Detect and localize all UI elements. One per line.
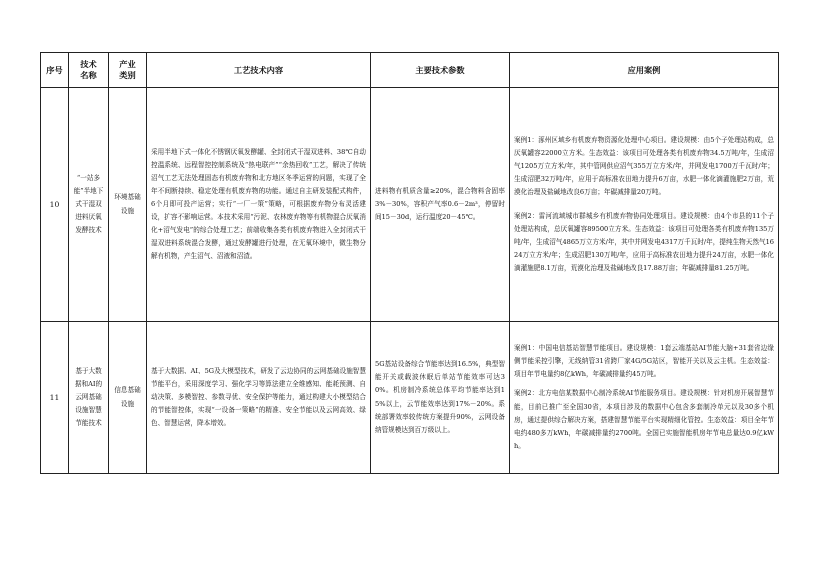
row-industry: 环境基础设施 xyxy=(114,193,141,215)
row-industry: 信息基础设施 xyxy=(114,386,141,408)
row-case-2: 案例2：北方电信某数据中心制冷系统AI节能服务项目。建设规模：针对机房开展智慧节能，目前已推广至全国30省，本项目涉及的数据中心包含多套制冷单元以及30多个机房，通过提供综合解决方案，搭建智慧节能平台实现精细化管控。生态效益：项目全年节电约480多万kWh，年碳减排量约2700吨。全国已实施智能机房年节电总量达0.9亿kWh。 xyxy=(514,389,774,450)
header-tech-name-line2: 名称 xyxy=(80,70,97,80)
row-params: 5G基站设备综合节能率达到16.5%，典型智能开关或载波休眠后单站节能效率可达30%。机房制冷系统总体平均节能率达到15%以上，云节能效率达到17%－20%。系统部署效率较传统方案提升90%，云网设备纳管规模达到百万级以上。 xyxy=(375,360,505,434)
table-row xyxy=(41,322,779,474)
row-process: 采用半地下式一体化不锈钢厌氧发酵罐、全封闭式干湿双进料、38℃自动控温系统、远程智控控制系统及“热电联产”“余热回收”工艺，解决了传统沼气工艺无法处理固态有机废弃物和北方地区冬季运营的问题，实现了全年不间断持续、稳定处理有机废弃物的功能。通过自主研发装配式构件，6个月即可投产运营；实行“一厂一策”策略，可根据废弃物分布灵活建设，扩容不影响运营。本技术采用“污泥、农林废弃物等有机物混合厌氧消化+沼气发电”的综合处理工艺；前端收集各类有机废弃物进入全封闭式干湿双进料系统混合发酵，通过发酵罐进行处理，在无氧环境中，微生物分解有机物，产生沼气、沼液和沼渣。 xyxy=(151,147,366,261)
row-seq: 11 xyxy=(41,322,69,474)
row-case-1: 案例1：涿州区域乡有机废弃物资源化处理中心项目。建设规模：由5个子处理站构成，总厌氧罐容22000立方米。生态效益：该项目可处理各类有机废弃物34.5万吨/年，生成沼气1205万立方米/年，其中管网供应沼气355万立方米/年，并网发电1700万千瓦时/年；生成沼肥32万吨/年，应用于高标准农田地力提升6万亩，水肥一体化滴灌施肥2万亩，荒漠化治理及盐碱地改良6万亩；年碳减排量20万吨。 xyxy=(514,136,774,197)
row-params-cell xyxy=(371,88,510,322)
row-process: 基于大数据、AI、5G及大模型技术，研发了云边协同的云网基础设施智慧节能平台，采用深度学习、强化学习等算法建立全维感知、能耗预测、自动决策、多模智控、参数寻优、安全保护等能力，通过构建大小模型结合的节能智控体，实现“一设备一策略”的精准、安全节能以及云网高效、绿色、智慧运营，降本增效。 xyxy=(151,366,366,428)
row-params: 进料物有机质含量≥20%，混合物料含固率3%－30%，容积产气率0.6－2m³，停留时间15－30d，运行温度20－45℃。 xyxy=(375,186,505,222)
row-params-cell xyxy=(371,322,510,474)
row-cases-cell xyxy=(510,322,779,474)
row-case-1: 案例1：中国电信基站智慧节能项目。建设规模：1套云端基站AI节能大脑+31套省边缘侧节能采控引擎，无线纳管31省跨厂家4G/5G站区，智能开关以及云主机。生态效益：项目年节电量约8亿kWh，年碳减排量约45万吨。 xyxy=(514,344,774,379)
header-tech-name xyxy=(69,53,109,88)
header-industry xyxy=(109,53,147,88)
row-tech-name-cell xyxy=(69,88,109,322)
table-header-row xyxy=(41,53,779,88)
row-process-cell xyxy=(147,88,371,322)
row-cases-cell xyxy=(510,88,779,322)
header-params: 主要技术参数 xyxy=(371,53,510,88)
header-industry-line2: 类别 xyxy=(119,70,136,80)
header-tech-name-line1: 技术 xyxy=(80,59,97,69)
row-industry-cell xyxy=(109,322,147,474)
row-process-cell xyxy=(147,322,371,474)
row-tech-name: 基于大数据和AI的云网基础设施智慧节能技术 xyxy=(74,366,103,428)
row-tech-name: “一站多能”半地下式干湿双进料厌氧发酵技术 xyxy=(73,173,104,235)
header-industry-line1: 产业 xyxy=(119,59,136,69)
header-seq: 序号 xyxy=(41,53,69,88)
row-case-2: 案例2：雷河流域城市群城乡有机废弃物协同处理项目。建设规模：由4个市县的11个子处理站构成，总厌氧罐容89500立方米。生态效益：该项目可处理各类有机废弃物135万吨/年，生成沼气4865万立方米/年，其中并网发电4317万千瓦时/年，提纯生物天然气1624万立方米/年；生成沼肥130万吨/年，应用于高标准农田地力提升24万亩，水肥一体化滴灌施肥8.1万亩，荒漠化治理及盐碱地改良17.88万亩；年碳减排量81.25万吨。 xyxy=(514,211,774,272)
technology-table xyxy=(40,52,779,474)
header-process: 工艺技术内容 xyxy=(147,53,371,88)
header-cases: 应用案例 xyxy=(510,53,779,88)
row-industry-cell xyxy=(109,88,147,322)
row-tech-name-cell xyxy=(69,322,109,474)
table-row xyxy=(41,88,779,322)
row-seq: 10 xyxy=(41,88,69,322)
